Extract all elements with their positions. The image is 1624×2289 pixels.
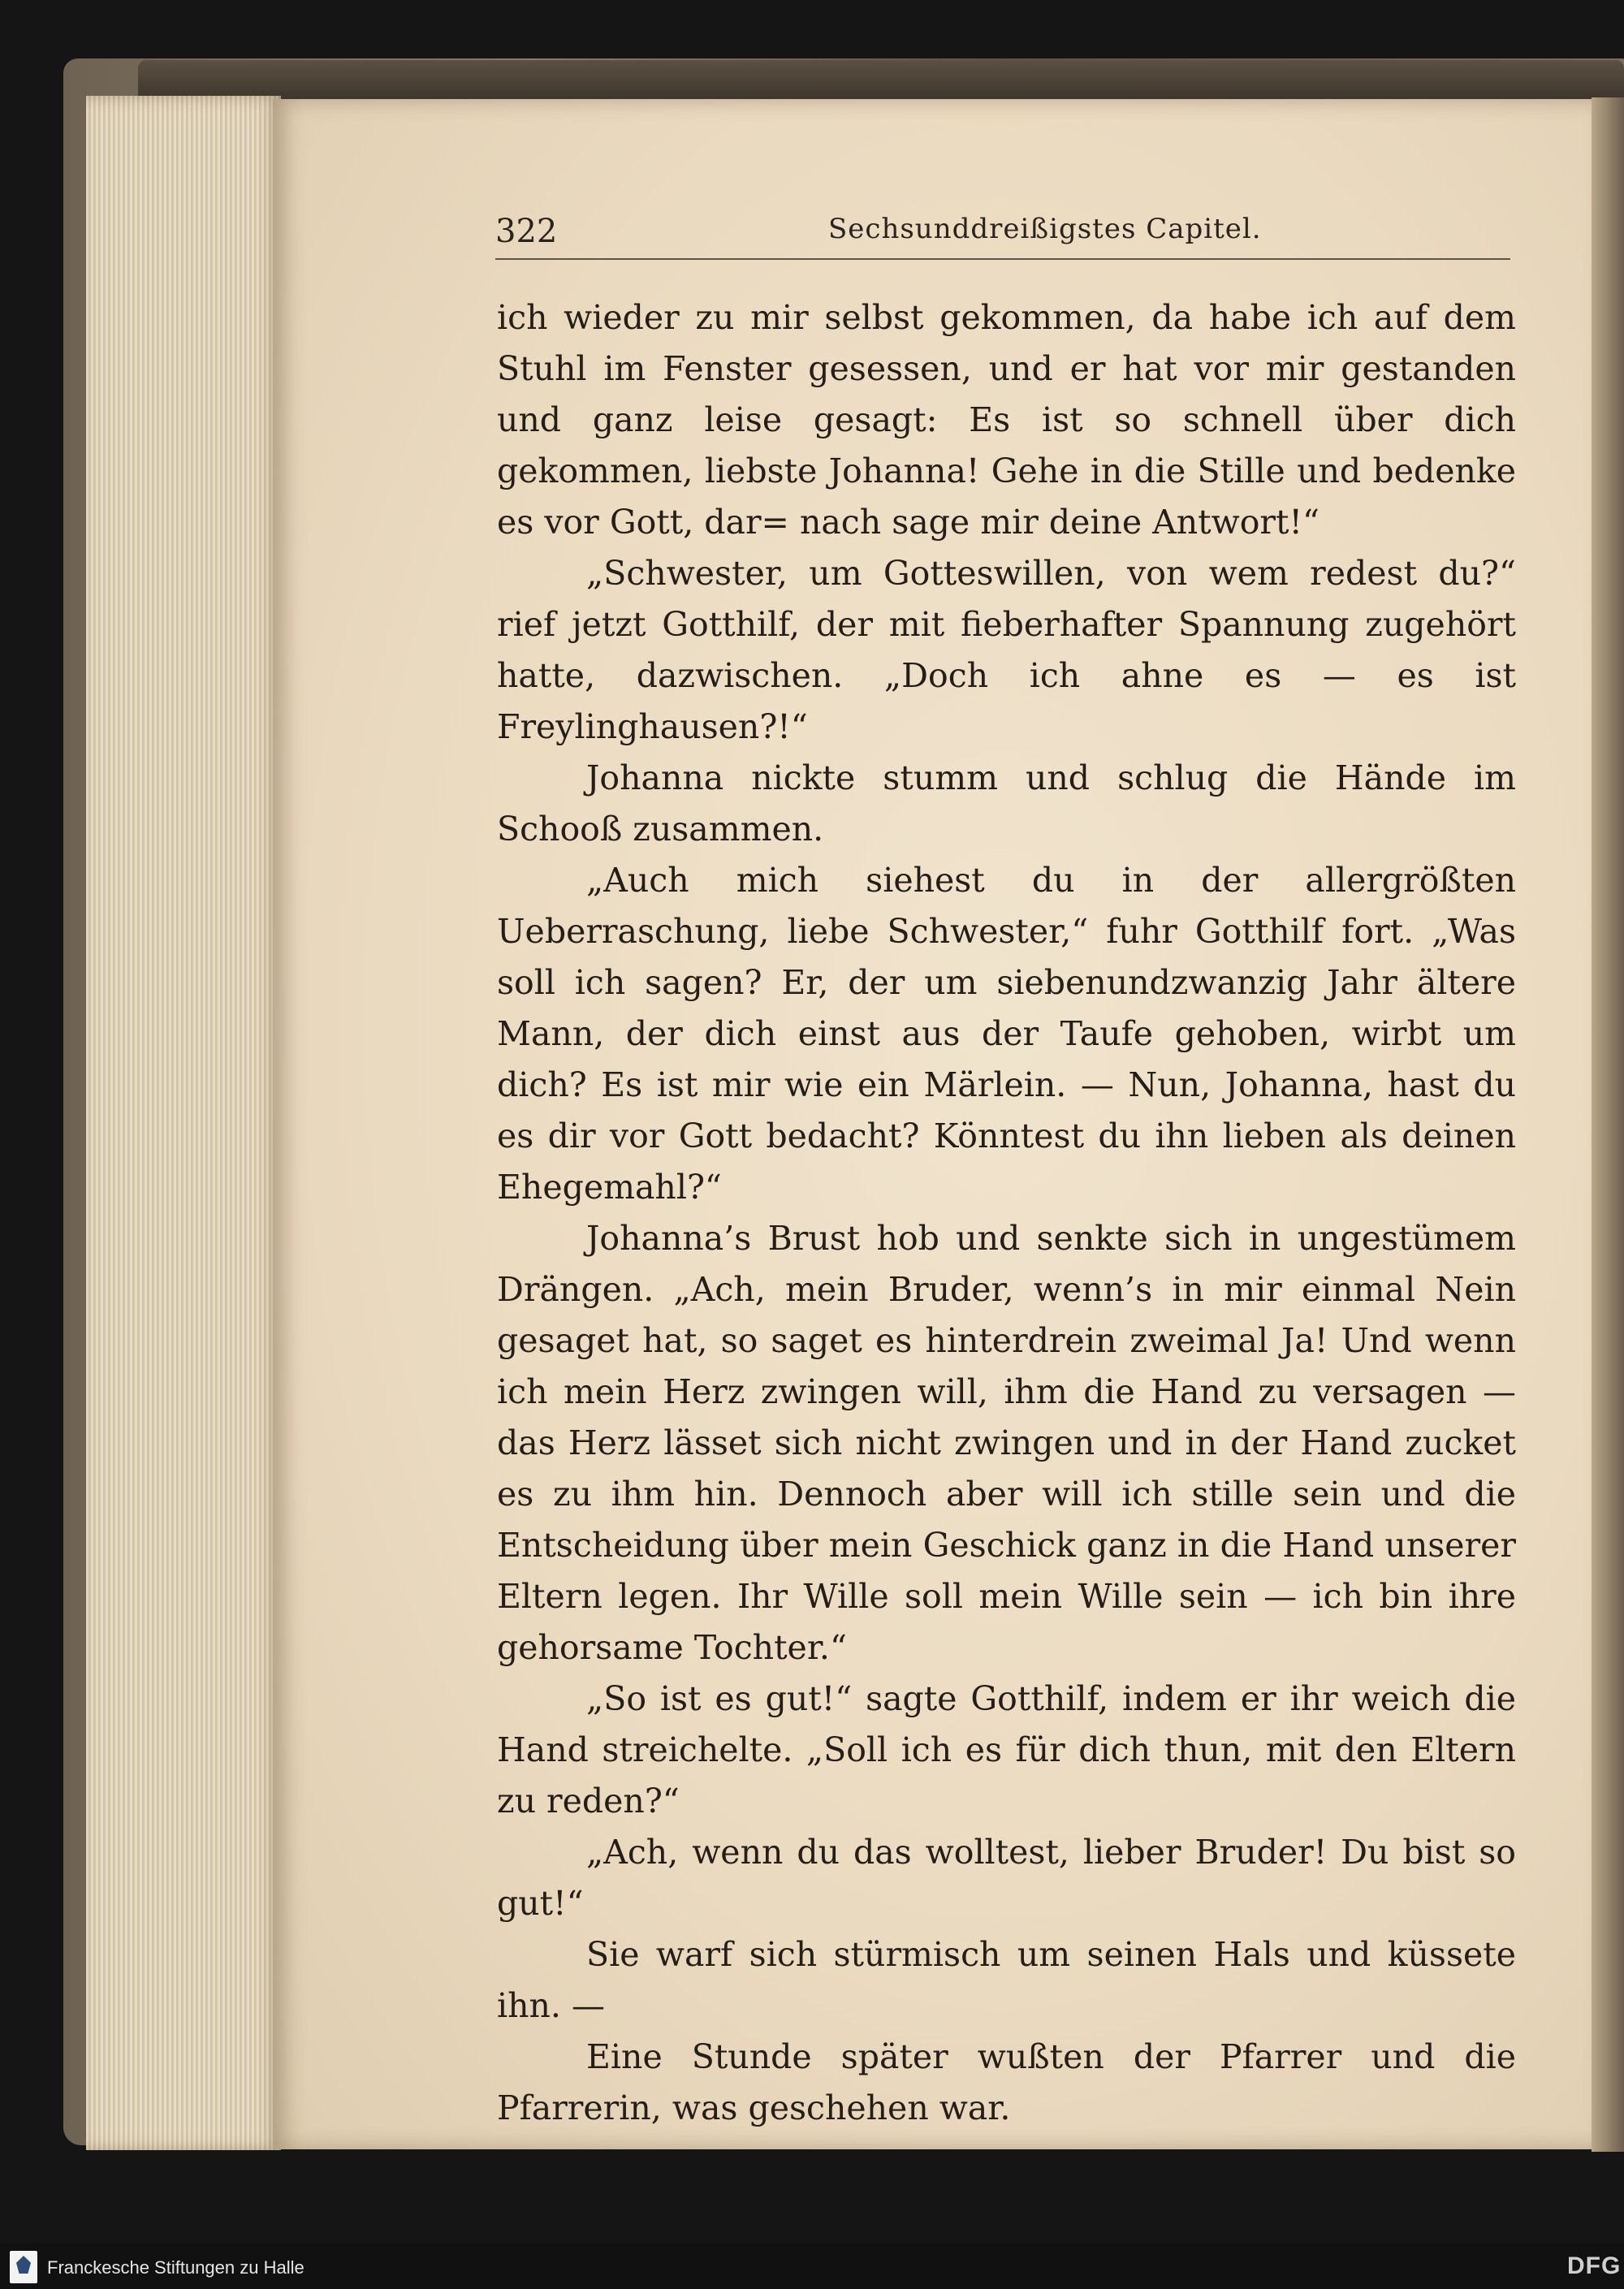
institution-logo-icon <box>10 2251 37 2283</box>
page-stack-edges <box>86 96 281 2150</box>
footer-institution: Franckesche Stiftungen zu Halle <box>47 2257 304 2278</box>
running-head <box>495 213 1502 258</box>
paragraph: „Schwester, um Gotteswillen, von wem redest du?“ rief jetzt Gotthilf, der mit fieberhafter Spannung zugehört hatte, dazwischen. „Doch ich ahne es — es ist Freylinghausen?!“ <box>497 554 1516 746</box>
book-cover-top-edge <box>138 60 1624 99</box>
paragraph: Johanna nickte stumm und schlug die Hände im Schooß zusammen. <box>497 758 1516 849</box>
paragraph: ich wieder zu mir selbst gekommen, da habe ich auf dem Stuhl im Fenster gesessen, und er hat vor mir gestanden und ganz leise gesagt: Es ist so schnell über dich gekommen, liebste Johanna! Gehe in die Stille und bedenke es vor Gott, dar= nach sage mir deine Antwort!“ <box>497 298 1516 542</box>
body-text <box>497 292 1516 2134</box>
paragraph: „So ist es gut!“ sagte Gotthilf, indem er ihr weich die Hand streichelte. „Soll ich es für dich thun, mit den Eltern zu reden?“ <box>497 1679 1516 1820</box>
chapter-title: Sechsunddreißigstes Capitel. <box>828 213 1262 245</box>
book-cover-right-edge <box>1592 97 1624 2152</box>
paragraph: Eine Stunde später wußten der Pfarrer und die Pfarrerin, was geschehen war. <box>497 2037 1516 2127</box>
dfg-logo: DFG <box>1567 2252 1622 2279</box>
paragraph: Johanna’s Brust hob und senkte sich in ungestümem Drängen. „Ach, mein Bruder, wenn’s in mir einmal Nein gesaget hat, so saget es hinterdrein zweimal Ja! Und wenn ich mein Herz zwingen will, ihm die Hand zu versagen — das Herz lässet sich nicht zwingen und in der Hand zucket es zu ihm hin. Dennoch aber will ich stille sein und die Entscheidung über mein Geschick ganz in die Hand unserer Eltern legen. Ihr Wille soll mein Wille sein — ich bin ihre gehorsame Tochter.“ <box>497 1219 1516 1667</box>
paragraph: „Auch mich siehest du in der allergrößten Ueberraschung, liebe Schwester,“ fuhr Gotthilf fort. „Was soll ich sagen? Er, der um siebenundzwanzig Jahr ältere Mann, der dich einst aus der Taufe gehoben, wirbt um dich? Es ist mir wie ein Märlein. — Nun, Johanna, hast du es dir vor Gott bedacht? Könntest du ihn lieben als deinen Ehegemahl?“ <box>497 861 1516 1207</box>
header-rule <box>495 258 1510 260</box>
page-number: 322 <box>495 213 558 250</box>
paragraph: Sie warf sich stürmisch um seinen Hals und küssete ihn. — <box>497 1935 1516 2025</box>
paragraph: „Ach, wenn du das wolltest, lieber Bruder! Du bist so gut!“ <box>497 1833 1516 1923</box>
